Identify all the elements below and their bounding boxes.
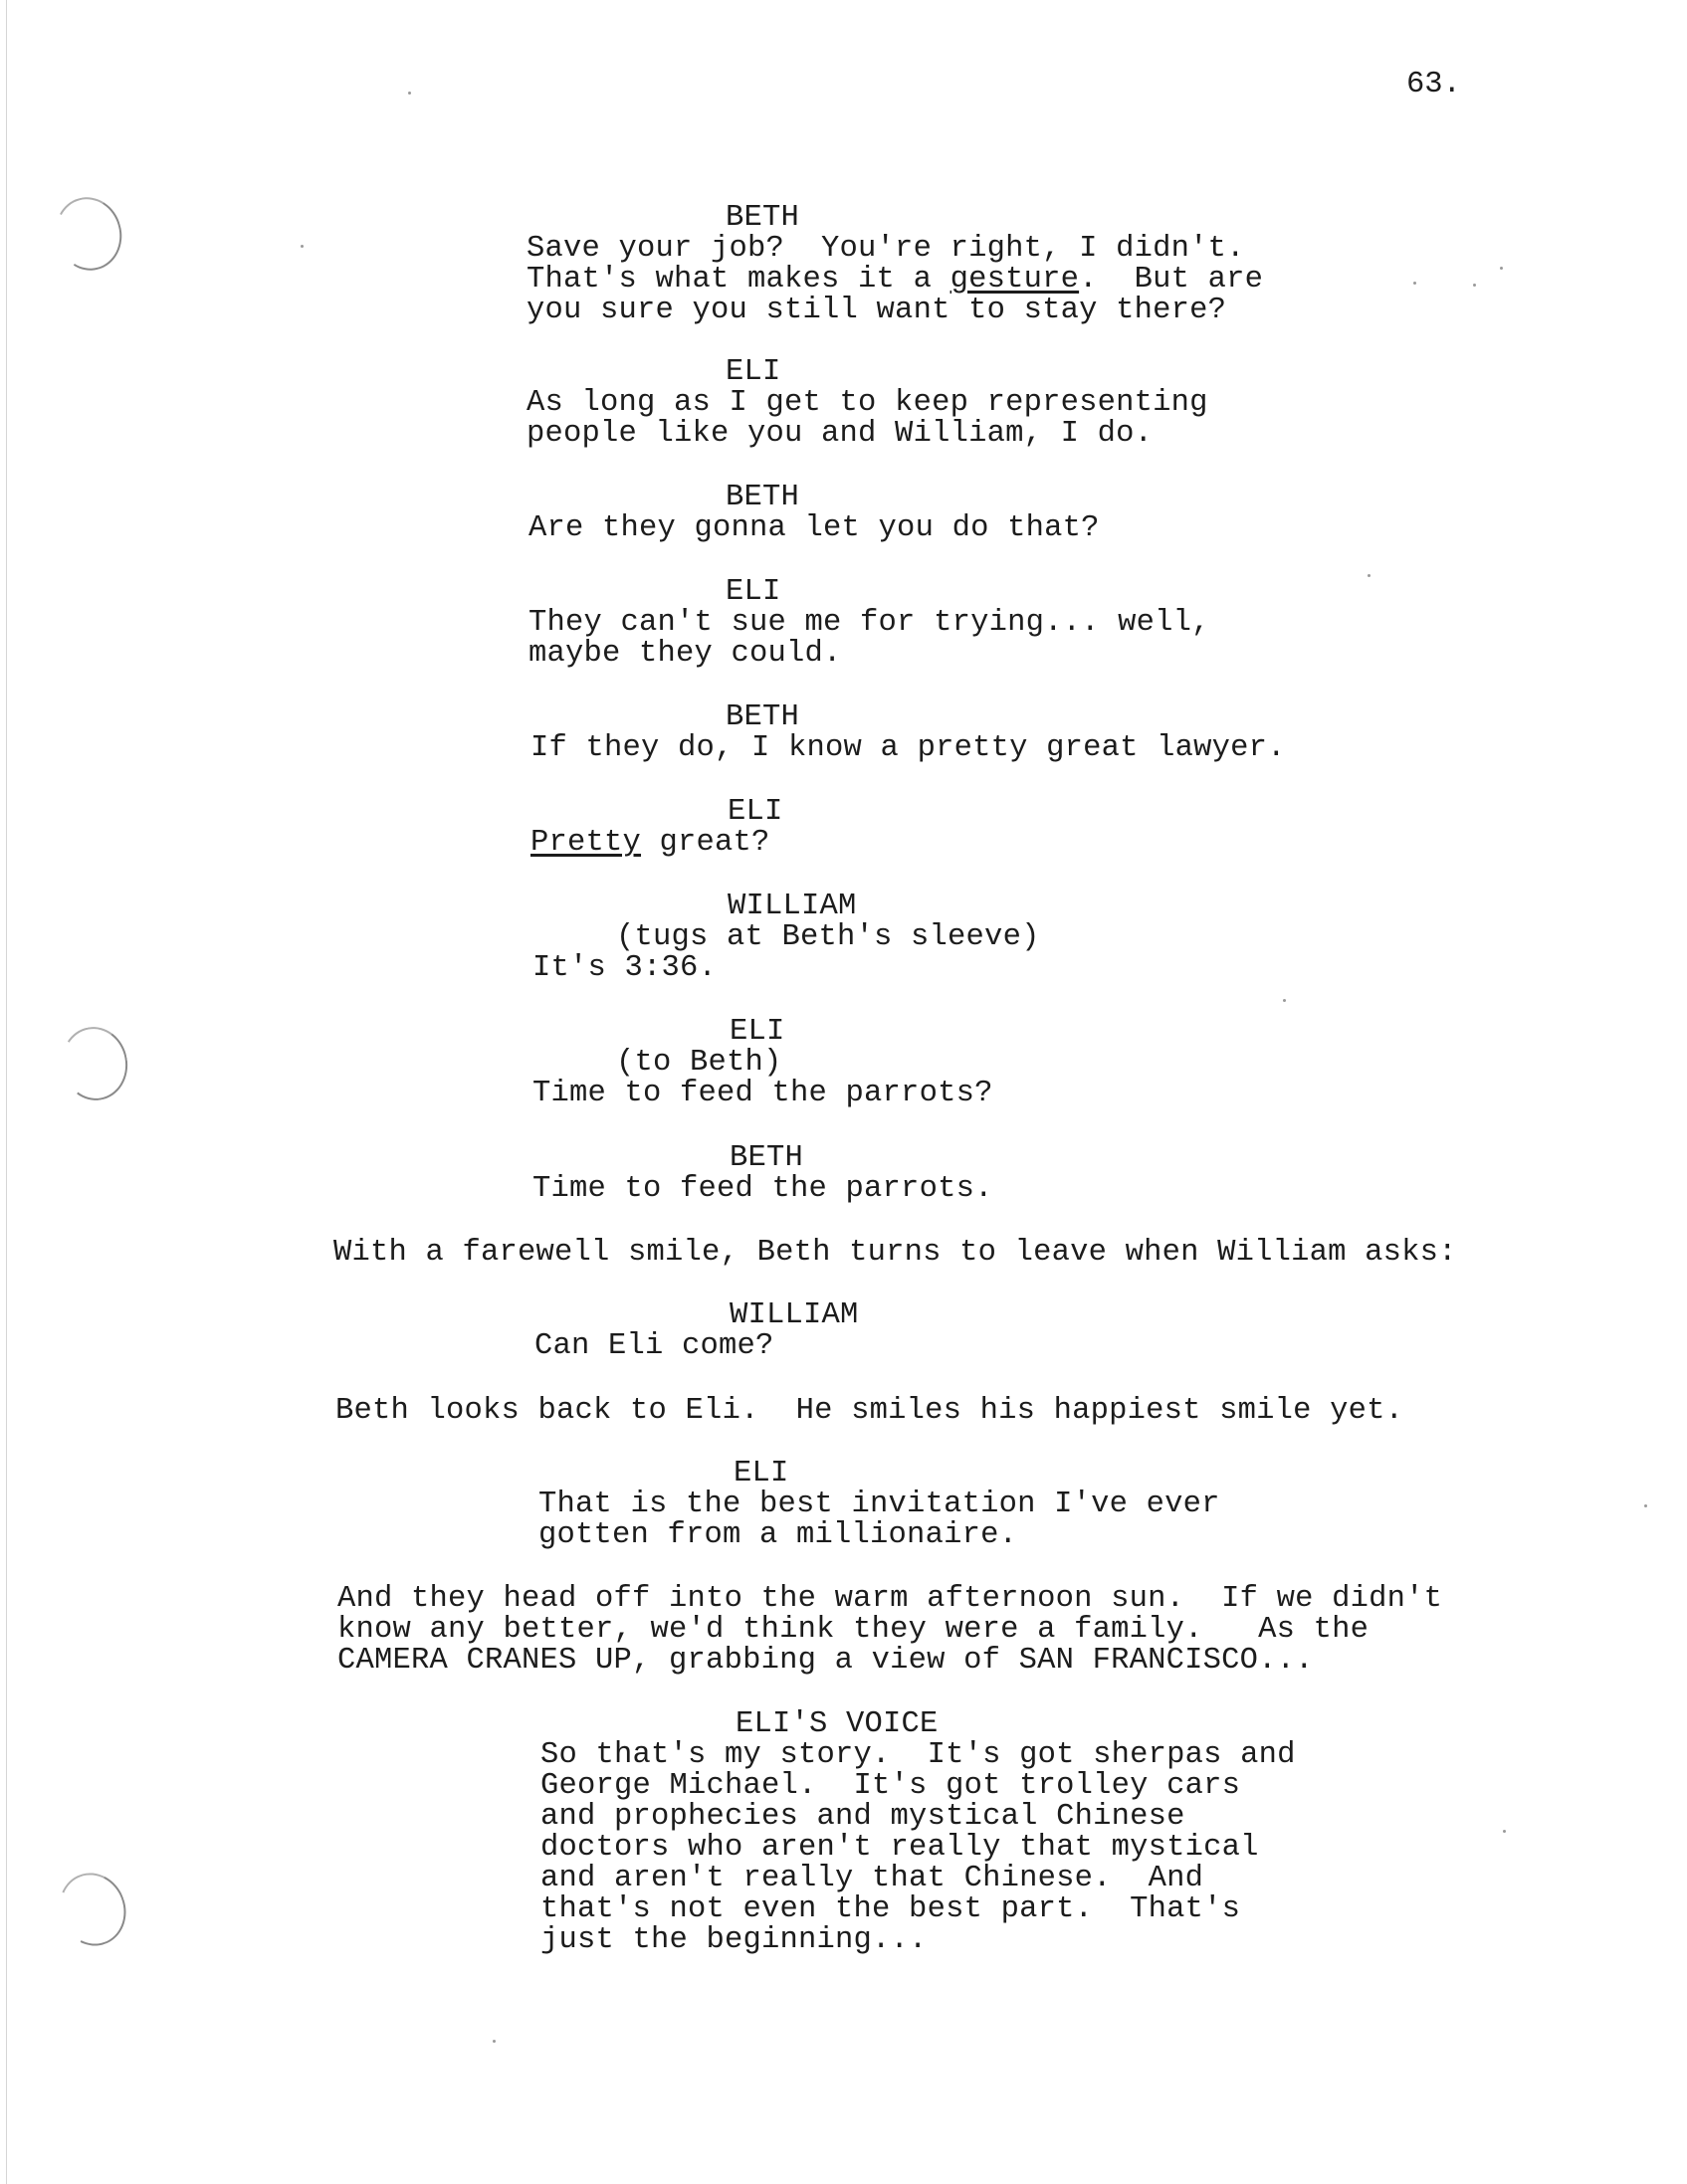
character-name: BETH <box>726 481 800 514</box>
dialogue-line: gotten from a millionaire. <box>538 1518 1018 1552</box>
action-line: CAMERA CRANES UP, grabbing a view of SAN FRANCISCO... <box>337 1644 1314 1678</box>
scan-speck <box>1368 574 1371 577</box>
dialogue-line: They can't sue me for trying... well, <box>528 606 1210 640</box>
scan-speck <box>1644 1504 1647 1507</box>
dialogue-line: As long as I get to keep representing <box>527 386 1208 420</box>
scan-speck <box>408 92 411 95</box>
action-line: With a farewell smile, Beth turns to leave when William asks: <box>333 1236 1457 1270</box>
parenthetical: (to Beth) <box>616 1046 782 1080</box>
dialogue-line: So that's my story. It's got sherpas and <box>540 1738 1296 1772</box>
hole-punch-mark <box>49 1864 135 1955</box>
dialogue-line <box>527 265 1263 296</box>
dialogue-line: maybe they could. <box>528 637 842 671</box>
hole-punch-mark <box>56 1022 133 1105</box>
scan-speck <box>1503 1830 1506 1833</box>
character-name: BETH <box>726 700 800 734</box>
character-name: BETH <box>730 1141 804 1175</box>
dialogue-line: that's not even the best part. That's <box>540 1892 1241 1926</box>
dialogue-line: you sure you still want to stay there? <box>527 294 1227 327</box>
dialogue-line: people like you and William, I do. <box>527 417 1154 451</box>
character-name: ELI <box>728 795 783 829</box>
action-line: Beth looks back to Eli. He smiles his happiest smile yet. <box>335 1394 1404 1428</box>
underlined-emphasis: gesture <box>949 263 1080 297</box>
scan-speck <box>301 245 304 248</box>
dialogue-line: Save your job? You're right, I didn't. <box>527 232 1245 266</box>
dialogue-line: doctors who aren't really that mystical <box>540 1831 1259 1865</box>
dialogue-line: and aren't really that Chinese. And <box>540 1862 1204 1895</box>
dialogue-line: George Michael. It's got trolley cars <box>540 1769 1241 1803</box>
dialogue-line: Time to feed the parrots. <box>532 1172 993 1206</box>
action-line: know any better, we'd think they were a family. As the <box>337 1613 1370 1647</box>
dialogue-line: If they do, I know a pretty great lawyer. <box>530 731 1286 765</box>
dialogue-line: That is the best invitation I've ever <box>538 1488 1220 1521</box>
dialogue-line: Can Eli come? <box>534 1329 774 1363</box>
hole-punch-mark <box>48 190 130 279</box>
character-name: WILLIAM <box>730 1298 859 1332</box>
scan-speck <box>1413 282 1416 285</box>
page-edge-line <box>6 0 7 2184</box>
character-name: BETH <box>726 201 800 235</box>
scan-speck <box>1500 267 1503 270</box>
character-name: ELI <box>726 575 781 609</box>
parenthetical: (tugs at Beth's sleeve) <box>616 920 1040 954</box>
dialogue-line: and prophecies and mystical Chinese <box>540 1800 1185 1834</box>
page-number: 63. <box>1406 68 1461 101</box>
character-name: ELI <box>734 1457 789 1490</box>
character-name: ELI <box>726 355 781 389</box>
character-name: ELI <box>730 1015 785 1049</box>
scan-speck <box>1283 999 1286 1002</box>
dialogue-line: It's 3:36. <box>532 951 718 985</box>
dialogue-line: Time to feed the parrots? <box>532 1077 993 1110</box>
dialogue-line: Pretty great? <box>530 826 770 860</box>
underlined-emphasis: Pretty <box>530 826 642 860</box>
scan-speck <box>493 2040 496 2043</box>
dialogue-line: just the beginning... <box>540 1923 928 1957</box>
dialogue-line-part: That's what makes it a gesture. But are <box>527 263 1264 297</box>
scan-speck <box>1473 284 1476 287</box>
dialogue-line: Are they gonna let you do that? <box>528 511 1100 545</box>
character-name: ELI'S VOICE <box>736 1707 939 1741</box>
character-name: WILLIAM <box>728 890 857 923</box>
action-line: And they head off into the warm afternoon sun. If we didn't <box>337 1582 1443 1616</box>
